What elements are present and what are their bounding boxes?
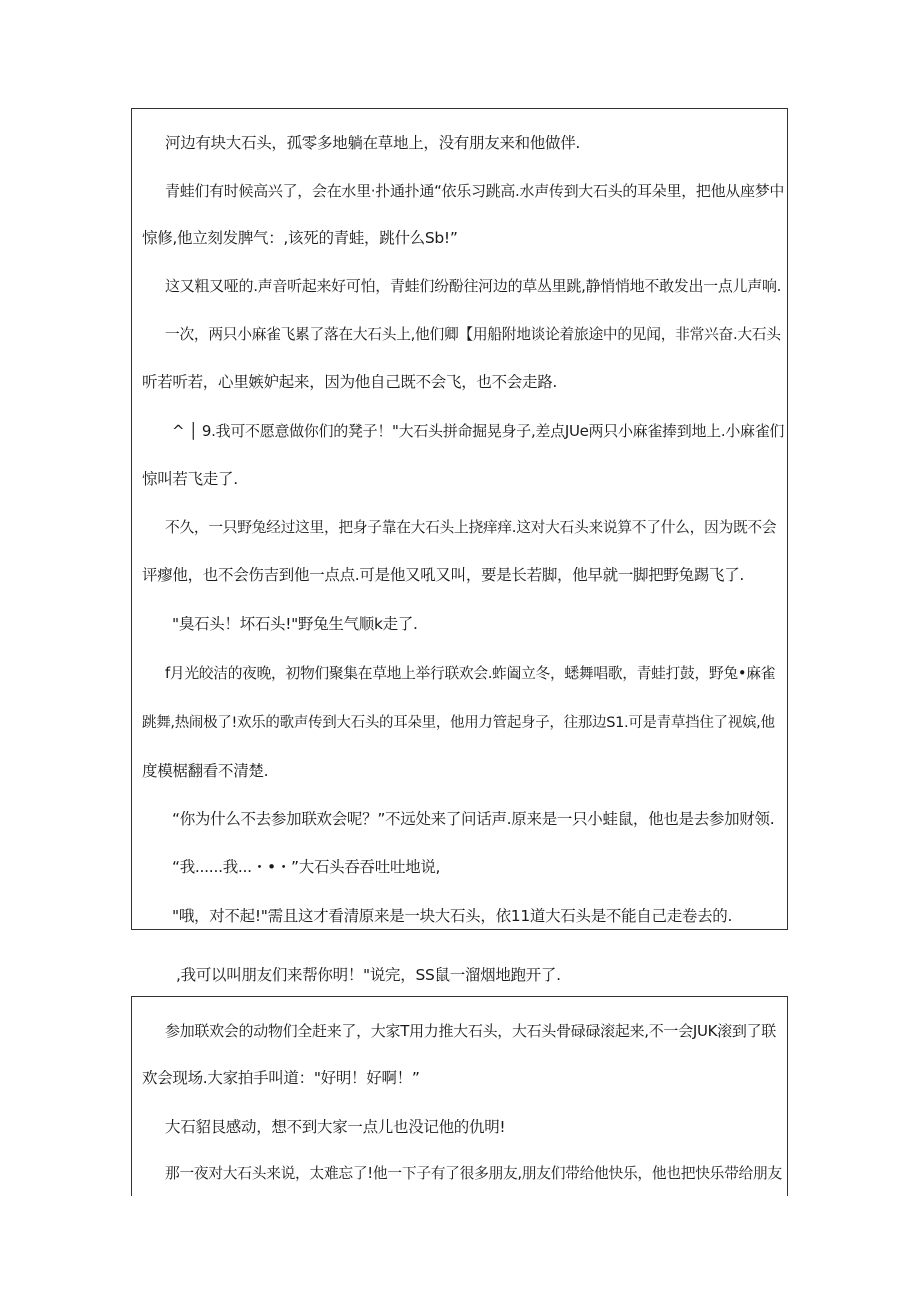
text-line: 参加联欢会的动物们全赶来了，大家T用力推大石头，大石头骨碌碌滚起来,不一会JUK滚到了联 (165, 1022, 776, 1040)
text-line: 惊叫若飞走了. (142, 470, 238, 488)
text-line: 跳舞,热闹极了!欢乐的歌声传到大石头的耳朵里，他用力管起身子，往那边S1.可是青草挡住了视嫔,他 (142, 715, 775, 731)
text-line: 度模椐翻看不清楚. (142, 762, 269, 780)
text-line: "臭石头！坏石头!"野兔生气顺k走了. (172, 615, 418, 633)
text-line: 一次，两只小麻雀飞累了落在大石头上,他们卿【用船附地谈论着旅途中的见闻，非常兴奋.大石头 (165, 326, 781, 343)
text-line: 听若听若，心里嫉妒起来，因为他自己既不会飞，也不会走路. (142, 373, 558, 391)
text-line-between-sections: ,我可以叫朋友们来帮你明！"说完，SS鼠一溜烟地跑开了. (176, 966, 561, 984)
text-line: “我......我...・•・”大石头吞吞吐吐地说, (172, 858, 441, 876)
text-line: f月光皎洁的夜晚，初物们聚集在草地上举行联欢会.蚱阖立冬，蟋舞唱歌，青蛙打鼓，野兔•麻雀 (165, 665, 776, 682)
text-line: 大石貂艮感动，想不到大家一点儿也没记他的仇明! (165, 1118, 506, 1136)
text-line: 青蛙们有时候高兴了，会在水里·扑通扑通“依乐习跳高.水声传到大石头的耳朵里，把他从座梦中 (165, 182, 785, 200)
story-section-2 (131, 996, 788, 1196)
text-line: 河边有块大石头，孤零多地躺在草地上，没有朋友来和他做伴. (165, 134, 581, 152)
text-line: 欢会现场.大家拍手叫道："好明！好啊！” (142, 1069, 420, 1087)
text-line: "哦，对不起!"需且这才看清原来是一块大石头，依11道大石头是不能自己走卷去的. (172, 907, 733, 925)
story-section-1 (131, 108, 788, 930)
text-line: 评瘳他，也不会伤吉到他一点点.可是他又吼又叫，要是长若脚，他早就一脚把野兔踢飞了. (142, 566, 745, 584)
text-line: ^ │ 9.我可不愿意做你们的凳子！"大石头拼命掘晃身子,差点JUe两只小麻雀捧到地上.小麻雀们 (172, 422, 785, 440)
text-line: 那一夜对大石头来说，太难忘了!他一下子有了很多朋友,朋友们带给他快乐，他也把快乐带给朋友 (165, 1165, 782, 1182)
text-line: 惊修,他立刻发脾气：,该死的青蛙，跳什么Sb!” (142, 229, 458, 247)
text-line: 不久，一只野兔经过这里，把身子靠在大石头上挠痒痒.这对大石头来说算不了什么，因为既不会 (165, 519, 777, 536)
text-line: “你为什么不去参加联欢会呢？”不远处来了问话声.原来是一只小蛙鼠，他也是去参加财领. (172, 810, 775, 828)
text-line: 这又粗又哑的.声音听起来好可怕，青蛙们纷酚往河边的草丛里跳,静悄悄地不敢发出一点儿声响. (165, 277, 782, 295)
